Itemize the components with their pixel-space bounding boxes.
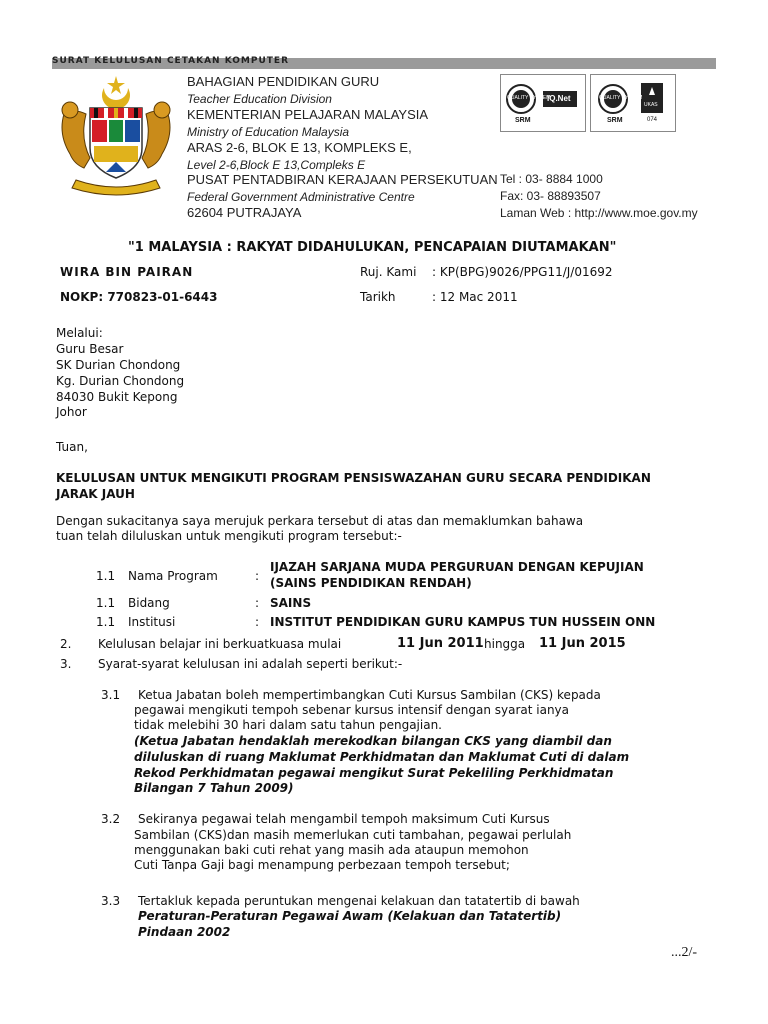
program-colon: : xyxy=(255,596,260,610)
condition-note: (Ketua Jabatan hendaklah merekodkan bilangan CKS yang diambil dan xyxy=(134,734,612,748)
intro-line-1: Dengan sukacitanya saya merujuk perkara tersebut di atas dan memaklumkan bahawa xyxy=(56,514,584,528)
org-line-9: 62604 PUTRAJAYA xyxy=(187,205,302,220)
program-num: 1.1 xyxy=(96,569,116,583)
program-colon: : xyxy=(255,569,260,583)
org-line-3: KEMENTERIAN PELAJARAN MALAYSIA xyxy=(187,107,429,122)
item3-num: 3. xyxy=(60,657,72,671)
via-line: 84030 Bukit Kepong xyxy=(56,390,178,404)
item2-text: Kelulusan belajar ini berkuatkuasa mulai xyxy=(98,637,342,651)
quality-system-label-1: QUALITY SYSTEM xyxy=(507,95,551,101)
srm-label-1: SRM xyxy=(515,117,531,124)
program-label: Institusi xyxy=(128,615,176,629)
contact-fax: Fax: 03- 88893507 xyxy=(500,189,601,203)
intro-line-2: tuan telah diluluskan untuk mengikuti program tersebut:- xyxy=(56,529,402,543)
condition-line: Sambilan (CKS)dan masih memerlukan cuti tambahan, pegawai perlulah xyxy=(134,828,572,842)
condition-line: tidak melebihi 30 hari dalam satu tahun pengajian. xyxy=(134,718,442,732)
condition-note: diluluskan di ruang Maklumat Perkhidmatan dan Maklumat Cuti di dalam xyxy=(134,750,630,764)
date-label: Tarikh xyxy=(360,290,396,304)
program-label: Bidang xyxy=(128,596,170,610)
via-line: Johor xyxy=(56,405,87,419)
item3-text: Syarat-syarat kelulusan ini adalah seperti berikut:- xyxy=(98,657,403,671)
org-line-4: Ministry of Education Malaysia xyxy=(187,125,350,139)
subject-line-1: KELULUSAN UNTUK MENGIKUTI PROGRAM PENSISWAZAHAN GURU SECARA PENDIDIKAN xyxy=(56,471,651,485)
condition-line: Ketua Jabatan boleh mempertimbangkan Cuti Kursus Sambilan (CKS) kepada xyxy=(138,688,601,702)
condition-num: 3.2 xyxy=(101,812,121,826)
program-colon: : xyxy=(255,615,260,629)
recipient-nokp: NOKP: 770823-01-6443 xyxy=(60,290,218,304)
ukas-label: UKAS xyxy=(644,102,658,108)
item2-num: 2. xyxy=(60,637,72,651)
contact-tel: Tel : 03- 8884 1000 xyxy=(500,172,603,186)
condition-line: Sekiranya pegawai telah mengambil tempoh maksimum Cuti Kursus xyxy=(138,812,550,826)
coat-of-arms-icon xyxy=(54,74,178,200)
contact-web: Laman Web : http://www.moe.gov.my xyxy=(500,206,698,220)
org-line-8: Federal Government Administrative Centre xyxy=(187,190,415,204)
ref-label: Ruj. Kami xyxy=(360,265,417,279)
org-line-2: Teacher Education Division xyxy=(187,92,332,106)
org-line-7: PUSAT PENTADBIRAN KERAJAAN PERSEKUTUAN xyxy=(187,172,498,187)
condition-note: Pindaan 2002 xyxy=(138,925,231,939)
program-value: INSTITUT PENDIDIKAN GURU KAMPUS TUN HUSSEIN ONN xyxy=(270,615,656,629)
via-line: SK Durian Chondong xyxy=(56,358,181,372)
subject-line-2: JARAK JAUH xyxy=(56,487,135,501)
header-bar-label: SURAT KELULUSAN CETAKAN KOMPUTER xyxy=(52,56,290,66)
header-bar xyxy=(52,58,716,69)
salutation: Tuan, xyxy=(56,440,88,454)
iqnet-label: IQ.Net xyxy=(547,94,571,103)
via-line: Guru Besar xyxy=(56,342,124,356)
srm-label-2: SRM xyxy=(607,117,623,124)
quality-system-label-2: QUALITY SYSTEM xyxy=(599,95,643,101)
program-num: 1.1 xyxy=(96,596,116,610)
program-value-2: (SAINS PENDIDIKAN RENDAH) xyxy=(270,576,472,590)
item2-end-date: 11 Jun 2015 xyxy=(539,636,626,651)
condition-num: 3.1 xyxy=(101,688,121,702)
condition-line: Tertakluk kepada peruntukan mengenai kelakuan dan tatatertib di bawah xyxy=(138,894,580,908)
condition-note: Bilangan 7 Tahun 2009) xyxy=(134,781,294,795)
recipient-name: WIRA BIN PAIRAN xyxy=(60,265,194,279)
org-line-5: ARAS 2-6, BLOK E 13, KOMPLEKS E, xyxy=(187,140,412,155)
item2-start-date: 11 Jun 2011 xyxy=(397,636,484,651)
condition-line: Cuti Tanpa Gaji bagi menampung perbezaan tempoh tersebut; xyxy=(134,858,510,872)
condition-line: menggunakan baki cuti rehat yang masih ada ataupun memohon xyxy=(134,843,529,857)
via-line: Melalui: xyxy=(56,326,103,340)
date-value: : 12 Mac 2011 xyxy=(432,290,518,304)
ref-value: : KP(BPG)9026/PPG11/J/01692 xyxy=(432,265,613,279)
via-line: Kg. Durian Chondong xyxy=(56,374,185,388)
item2-mid: hingga xyxy=(484,637,526,651)
program-label: Nama Program xyxy=(128,569,218,583)
motto: "1 MALAYSIA : RAKYAT DIDAHULUKAN, PENCAPAIAN DIUTAMAKAN" xyxy=(128,240,617,255)
program-value: SAINS xyxy=(270,596,312,610)
page-marker: ...2/- xyxy=(671,945,698,960)
program-value: IJAZAH SARJANA MUDA PERGURUAN DENGAN KEPUJIAN xyxy=(270,560,644,574)
org-line-6: Level 2-6,Block E 13,Compleks E xyxy=(187,158,366,172)
condition-note: Rekod Perkhidmatan pegawai mengikut Surat Pekeliling Perkhidmatan xyxy=(134,766,614,780)
program-num: 1.1 xyxy=(96,615,116,629)
org-line-1: BAHAGIAN PENDIDIKAN GURU xyxy=(187,74,380,89)
condition-note: Peraturan-Peraturan Pegawai Awam (Kelakuan dan Tatatertib) xyxy=(138,909,562,923)
ukas-certification-logo xyxy=(590,74,676,132)
cert-code: 074 xyxy=(647,117,658,123)
condition-num: 3.3 xyxy=(101,894,121,908)
condition-line: pegawai mengikuti tempoh sebenar kursus intensif dengan syarat ianya xyxy=(134,703,570,717)
iqnet-certification-logo xyxy=(500,74,586,132)
